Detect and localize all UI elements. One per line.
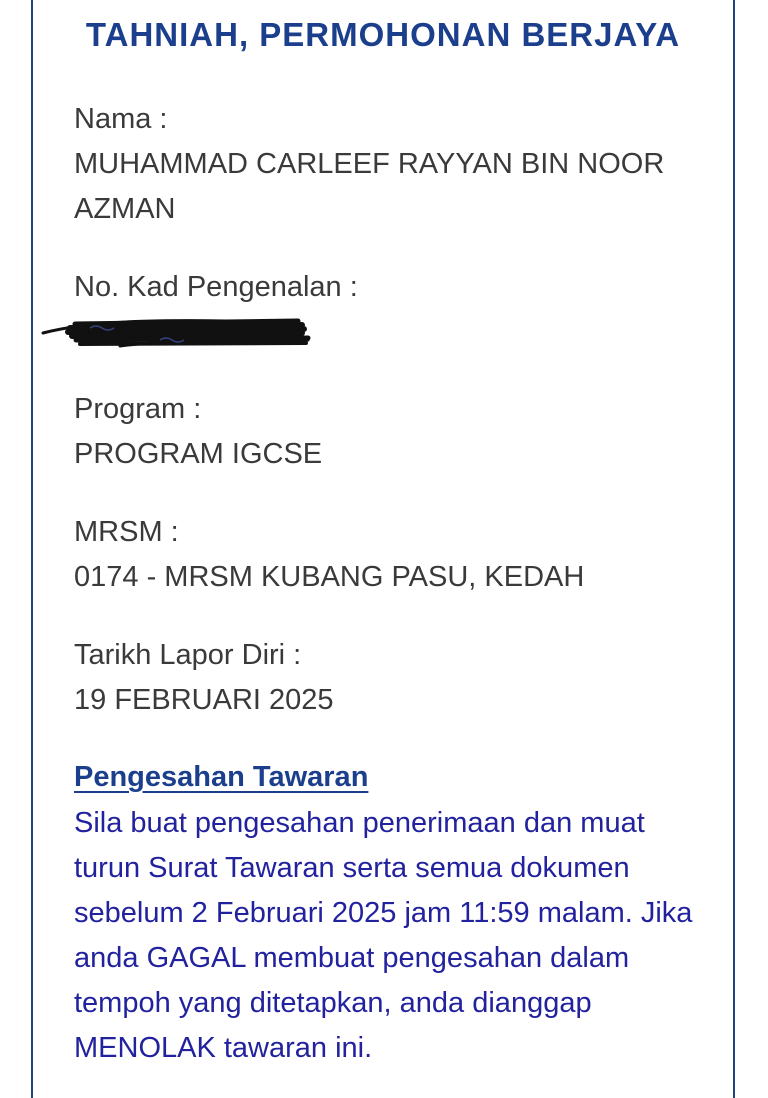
page-title: TAHNIAH, PERMOHONAN BERJAYA [85, 16, 681, 53]
tarikh-label: Tarikh Lapor Diri : [74, 639, 302, 671]
mrsm-label: MRSM : [74, 516, 179, 548]
program-label: Program : [74, 393, 202, 425]
tarikh-field [74, 633, 714, 723]
nama-field [74, 97, 714, 232]
nama-label: Nama : [74, 103, 168, 135]
pengesahan-tawaran-link[interactable]: Pengesahan Tawaran [74, 761, 369, 793]
ic-label: No. Kad Pengenalan : [74, 271, 358, 303]
program-value: PROGRAM IGCSE [74, 438, 323, 470]
tarikh-value: 19 FEBRUARI 2025 [74, 684, 334, 716]
mrsm-value: 0174 - MRSM KUBANG PASU, KEDAH [74, 561, 585, 593]
nama-value: MUHAMMAD CARLEEF RAYYAN BIN NOOR AZMAN [74, 148, 665, 225]
program-field [74, 387, 714, 477]
mrsm-field [74, 510, 714, 600]
ic-redaction-scribble [40, 310, 315, 354]
confirmation-notice: Sila buat pengesahan penerimaan dan muat turun Surat Tawaran serta semua dokumen sebelum 2 Februari 2025 jam 11:59 malam. Jika anda GAGAL membuat pengesahan dalam tempoh yang ditetapkan, anda dianggap MENOLAK tawaran ini. [74, 807, 693, 1064]
ic-field [74, 265, 714, 310]
